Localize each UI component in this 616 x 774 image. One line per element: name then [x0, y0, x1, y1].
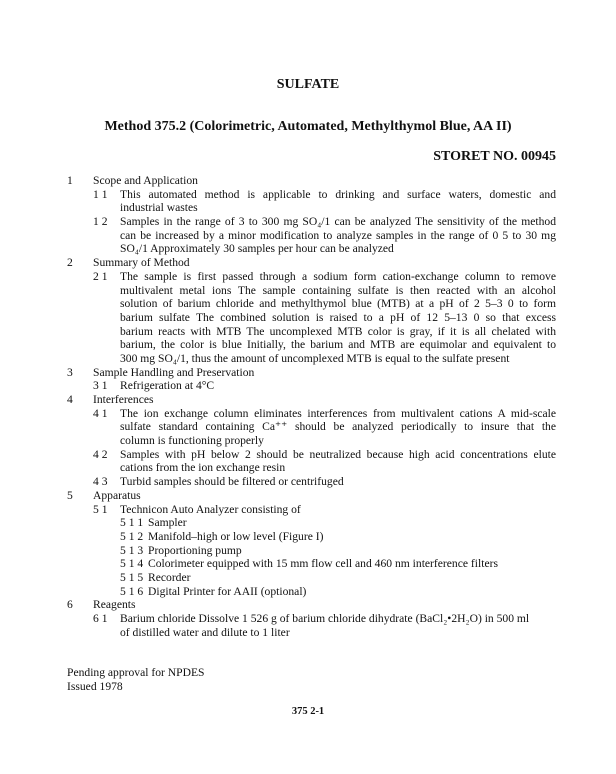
line-text: Proportioning pump — [148, 543, 242, 557]
line-text: multivalent metal ions The sample containing sulfate is then reacted with an alcohol — [120, 283, 556, 297]
line-text: The sample is first passed through a sodium form cation-exchange column to remove — [120, 269, 556, 283]
section-number: 5 1 — [93, 502, 108, 516]
line-text: Digital Printer for AAII (optional) — [148, 584, 307, 598]
section-number: 5 1 6 — [120, 584, 144, 598]
body-line — [0, 297, 616, 311]
body-line — [0, 229, 616, 243]
section-number: 5 — [67, 488, 73, 502]
line-text: barium sulfate The combined solution is raised to a pH of 12 5–13 0 so that excess — [120, 310, 556, 324]
section-heading — [0, 256, 616, 270]
section-number: 3 — [67, 365, 73, 379]
storet-number: STORET NO. 00945 — [433, 149, 556, 164]
section-number: 4 1 — [93, 406, 108, 420]
line-text: barium, the color is blue Initially, the barium and MTB are equimolar and equivalent to — [120, 338, 556, 352]
line-text: can be increased by a minor modification to analyze samples in the range of 0 5 to 30 mg — [120, 228, 556, 242]
section-number: 2 — [67, 256, 73, 270]
line-text: Refrigeration at 4°C — [120, 379, 215, 393]
page-number: 375 2-1 — [291, 706, 325, 717]
body-line — [0, 311, 616, 325]
line-text: Sampler — [148, 516, 187, 530]
body-line — [0, 475, 616, 489]
line-text: Samples in the range of 3 to 300 mg SO₄/1 can be analyzed The sensitivity of the method — [120, 215, 556, 229]
line-text: sulfate standard containing Ca⁺⁺ should be analyzed periodically to insure that the — [120, 420, 556, 434]
line-text: industrial wastes — [120, 201, 198, 215]
body-line — [0, 379, 616, 393]
line-text: Technicon Auto Analyzer consisting of — [120, 502, 301, 516]
line-text: barium reacts with MTB The uncomplexed MTB color is gray, if it is all chelated with — [120, 324, 556, 338]
body-line — [0, 557, 616, 571]
body-line — [0, 270, 616, 284]
section-number: 5 1 2 — [120, 529, 144, 543]
body-line — [0, 434, 616, 448]
body-line — [0, 503, 616, 517]
section-number: 6 1 — [93, 612, 108, 625]
line-text: Manifold–high or low level (Figure I) — [148, 529, 324, 543]
line-text: SO₄/1 Approximately 30 samples per hour can be analyzed — [120, 242, 394, 256]
section-heading — [0, 393, 616, 407]
section-number: 5 1 4 — [120, 557, 144, 571]
body-line — [0, 338, 616, 352]
line-text: This automated method is applicable to drinking and surface waters, domestic and — [120, 187, 556, 201]
line-text: Samples with pH below 2 should be neutralized because high acid concentrations elute — [120, 447, 556, 461]
line-text: Colorimeter equipped with 15 mm flow cell and 460 nm interference filters — [148, 557, 498, 571]
body-line — [0, 352, 616, 366]
document-title: SULFATE — [276, 77, 340, 92]
method-title: Method 375.2 (Colorimetric, Automated, Methylthymol Blue, AA II) — [104, 119, 512, 134]
section-number: 1 — [67, 174, 73, 187]
approval-note: Pending approval for NPDES — [67, 666, 205, 679]
body-line — [0, 516, 616, 530]
section-heading — [0, 366, 616, 380]
section-number: 5 1 1 — [120, 516, 144, 530]
section-number: 5 1 3 — [120, 543, 144, 557]
line-text: of distilled water and dilute to 1 liter — [120, 625, 290, 639]
body-line — [0, 325, 616, 339]
line-text: cations from the ion exchange resin — [120, 461, 286, 475]
line-text: Turbid samples should be filtered or centrifuged — [120, 475, 344, 489]
body-line — [0, 448, 616, 462]
section-number: 3 1 — [93, 379, 108, 393]
body-line — [0, 530, 616, 544]
body-line — [0, 585, 616, 599]
section-heading — [0, 598, 616, 612]
section-number: 4 — [67, 393, 73, 406]
line-text: The ion exchange column eliminates interferences from multivalent cations A mid-scale — [120, 406, 556, 420]
body-line — [0, 201, 616, 215]
line-text: Recorder — [148, 570, 191, 584]
body-line — [0, 571, 616, 585]
body-line — [0, 461, 616, 475]
line-text: 300 mg SO₄/1, thus the amount of uncomplexed MTB is equal to the sulfate present — [120, 351, 510, 365]
body-line — [0, 420, 616, 434]
body-line — [0, 612, 616, 626]
section-number: 4 2 — [93, 447, 108, 461]
line-text: Barium chloride Dissolve 1 526 g of barium chloride dihydrate (BaCl₂•2H₂O) in 500 ml — [120, 612, 530, 625]
line-text: solution of barium chloride and methylthymol blue (MTB) at a pH of 2 5–3 0 to form — [120, 297, 556, 311]
line-text: column is functioning properly — [120, 434, 264, 448]
section-number: 2 1 — [93, 269, 108, 283]
section-number: 1 1 — [93, 187, 108, 201]
line-text: Apparatus — [93, 488, 141, 502]
line-text: Interferences — [93, 393, 154, 406]
section-heading — [0, 489, 616, 503]
issued-note: Issued 1978 — [67, 680, 123, 693]
body-line — [0, 544, 616, 558]
line-text: Sample Handling and Preservation — [93, 365, 255, 379]
body-line — [0, 215, 616, 229]
body-line — [0, 626, 616, 640]
body-line — [0, 407, 616, 421]
section-number: 1 2 — [93, 215, 108, 229]
body-line — [0, 284, 616, 298]
line-text: Reagents — [93, 598, 136, 612]
section-heading — [0, 174, 616, 188]
body-line — [0, 242, 616, 256]
line-text: Scope and Application — [93, 174, 198, 187]
section-number: 6 — [67, 598, 73, 612]
body-line — [0, 188, 616, 202]
section-number: 4 3 — [93, 475, 108, 489]
document-body — [0, 174, 616, 639]
section-number: 5 1 5 — [120, 570, 144, 584]
line-text: Summary of Method — [93, 256, 190, 270]
